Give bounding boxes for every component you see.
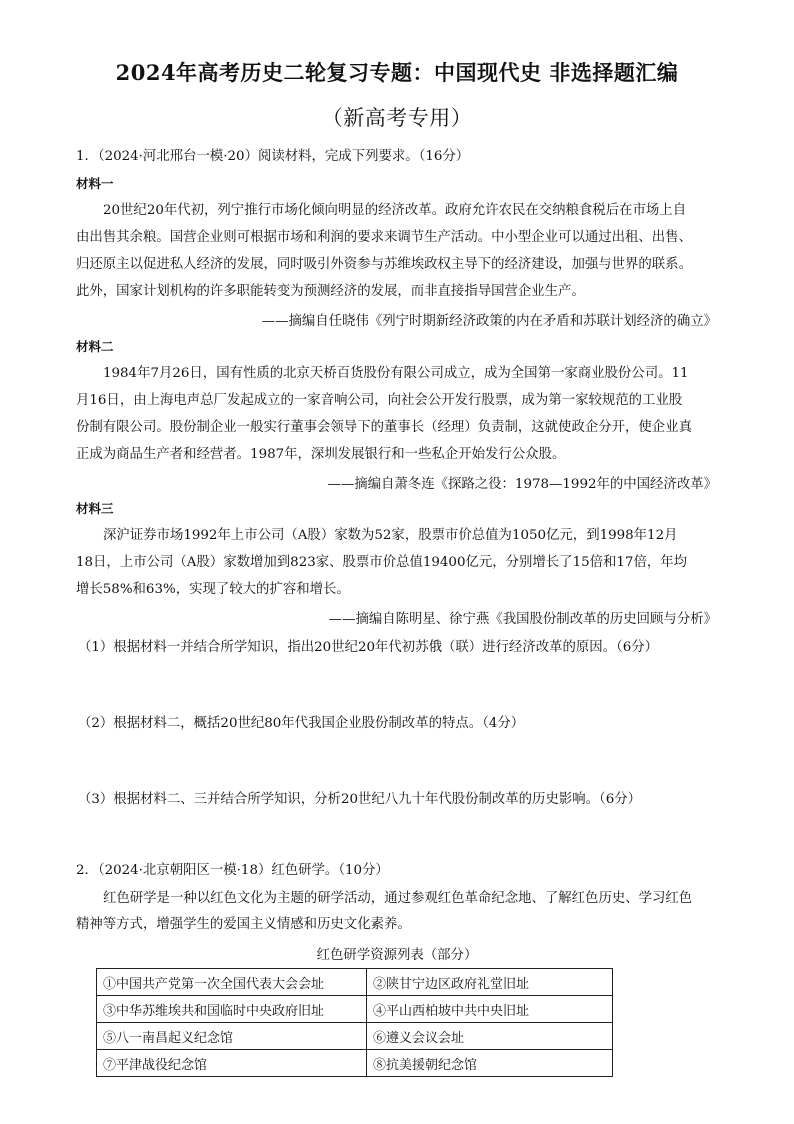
material-2-line: 份制有限公司。股份制企业一般实行董事会领导下的董事长（经理）负责制，这就使政企分开，使企业真 [76,420,692,435]
table-cell: ③中华苏维埃共和国临时中央政府旧址 [97,996,367,1023]
material-1-label: 材料一 [76,176,114,191]
material-1-line: 归还原主以促进私人经济的发展，同时吸引外资参与苏维埃政权主导下的经济建设，加强与世界的联系。 [76,257,692,272]
material-3-line: 增长58%和63%，实现了较大的扩容和增长。 [76,582,350,597]
material-1-source: ——摘编自任晓伟《列宁时期新经济政策的内在矛盾和苏联计划经济的确立》 [261,314,717,329]
material-3-line: 深沪证券市场1992年上市公司（A股）家数为52家，股票市价总值为1050亿元，到1998年12月 [103,528,678,543]
table-cell: ⑧抗美援朝纪念馆 [367,1050,613,1077]
question-2-line: 精神等方式，增强学生的爱国主义情感和历史文化素养。 [76,917,411,932]
resource-table [96,968,613,1077]
material-2-source: ——摘编自萧冬连《探路之役：1978—1992年的中国经济改革》 [327,477,717,492]
material-3-line: 18日，上市公司（A股）家数增加到823家、股票市价总值19400亿元，分别增长了15倍和17倍，年均 [76,555,688,570]
material-3-label: 材料三 [76,501,114,516]
sub-question-1: （1）根据材料一并结合所学知识，指出20世纪20年代初苏俄（联）进行经济改革的原因。（6分） [78,640,659,655]
table-cell: ②陕甘宁边区政府礼堂旧址 [367,969,613,996]
material-2-line: 月16日，由上海电声总厂发起成立的一家音响公司，向社会公开发行股票，成为第一家较规范的工业股 [76,393,683,408]
table-cell: ④平山西柏坡中共中央旧址 [367,996,613,1023]
table-cell: ①中国共产党第一次全国代表大会会址 [97,969,367,996]
material-1-line: 此外，国家计划机构的许多职能转变为预测经济的发展，而非直接指导国营企业生产。 [76,284,585,299]
material-2-line: 正成为商品生产者和经营者。1987年，深圳发展银行和一些私企开始发行公众股。 [76,447,566,462]
table-cell: ⑦平津战役纪念馆 [97,1050,367,1077]
table-row [97,1050,613,1077]
table-cell: ⑥遵义会议会址 [367,1023,613,1050]
table-row [97,969,613,996]
material-3-source: ——摘编自陈明星、徐宁燕《我国股份制改革的历史回顾与分析》 [328,612,717,627]
table-cell: ⑤八一南昌起义纪念馆 [97,1023,367,1050]
table-caption: 红色研学资源列表（部分） [316,948,478,963]
material-2-line: 1984年7月26日，国有性质的北京天桥百货股份有限公司成立，成为全国第一家商业股份公司。11 [103,366,689,381]
material-1-line: 由出售其余粮。国营企业则可根据市场和利润的要求来调节生产活动。中小型企业可以通过出租、出售、 [76,230,692,245]
table-row [97,996,613,1023]
question-1-intro: 1．（2024·河北邢台一模·20）阅读材料，完成下列要求。（16分） [76,149,470,164]
material-2-label: 材料二 [76,339,114,354]
question-2-line: 红色研学是一种以红色文化为主题的研学活动，通过参观红色革命纪念地、了解红色历史、学习红色 [103,891,693,906]
page-subtitle: （新高考专用） [321,106,473,130]
question-2-intro: 2．（2024·北京朝阳区一模·18）红色研学。（10分） [76,863,389,878]
material-1-line: 20世纪20年代初，列宁推行市场化倾向明显的经济改革。政府允许农民在交纳粮食税后在市场上自 [103,203,687,218]
page-title: 2024年高考历史二轮复习专题：中国现代史 非选择题汇编 [115,60,679,85]
sub-question-2: （2）根据材料二，概括20世纪80年代我国企业股份制改革的特点。（4分） [78,716,525,731]
table-row [97,1023,613,1050]
sub-question-3: （3）根据材料二、三并结合所学知识，分析20世纪八九十年代股份制改革的历史影响。（6分） [78,792,642,807]
